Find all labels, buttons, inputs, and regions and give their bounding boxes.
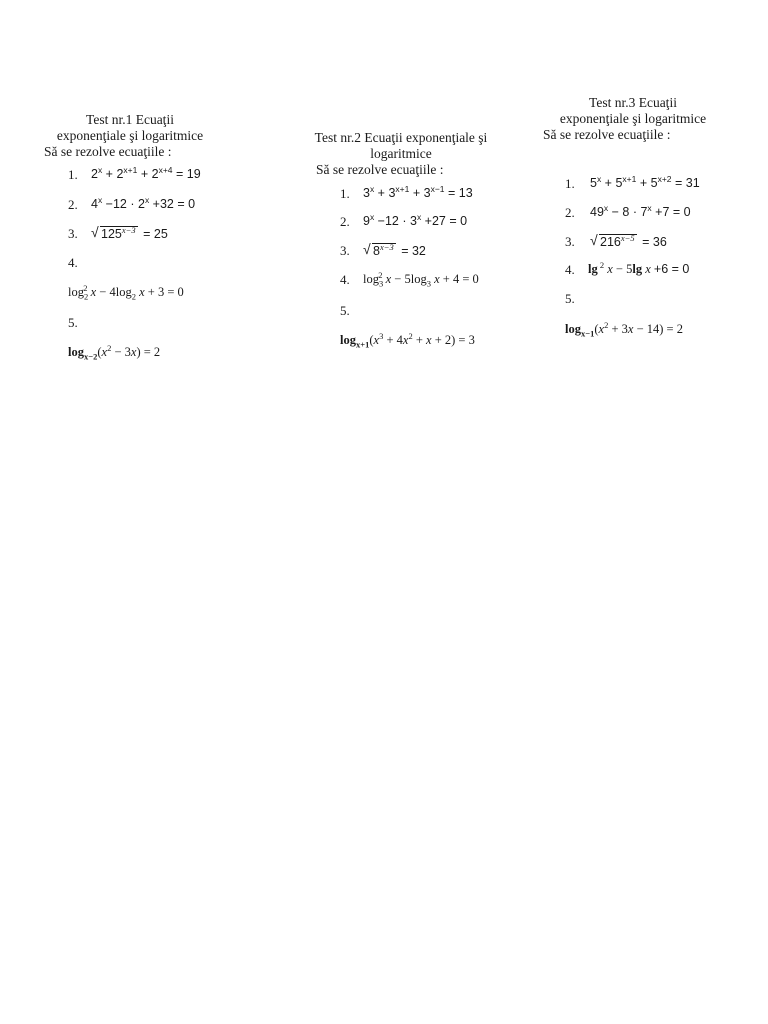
- equation: lg $^2$ x − 5lg x +6 = 0: [588, 259, 690, 276]
- item-number: 1.: [68, 167, 78, 182]
- equation: $\log_2^2 x - 4\log_2$ x + 3 = 0: [68, 282, 184, 302]
- item-number: 5.: [340, 303, 350, 318]
- equation: $\log_{x+1}(x^3 + 4x^2 + x + 2) = 3$: [340, 330, 475, 350]
- equation: $5^x + 5^{x+1} + 5^{x+2} = 31$: [590, 173, 700, 190]
- radical: √ $125^{x-3}$: [91, 224, 136, 241]
- equation: $\log_3^2 x - 5\log_3$ x + 4 = 0: [363, 269, 479, 289]
- test-2: [298, 130, 504, 178]
- item-number: 1.: [340, 186, 350, 201]
- equation: $2^x + 2^{x+1} + 2^{x+4} = 19$: [91, 164, 201, 181]
- item-number: 5.: [68, 315, 78, 330]
- item-number: 2.: [68, 197, 78, 212]
- equation: $9^x -12 \cdot 3^x +27 = 0$: [363, 211, 468, 228]
- test-3: [540, 95, 726, 143]
- test-3-instruction: Să se rezolve ecuaţiile :: [543, 127, 671, 142]
- item-number: 5.: [565, 291, 575, 306]
- test-1-title: [40, 112, 220, 144]
- test-1-instruction: Să se rezolve ecuaţiile :: [44, 144, 172, 159]
- test-2-title-line2: logaritmice: [370, 146, 432, 161]
- item-number: 1.: [565, 176, 575, 191]
- item-number: 3.: [565, 234, 575, 249]
- test-3-title-line1: Test nr.3 Ecuaţii: [589, 95, 677, 110]
- test-2-title-line1: Test nr.2 Ecuaţii exponenţiale şi: [314, 130, 488, 145]
- radical: √ $8^{x-3}$: [363, 241, 394, 258]
- equation: $3^x + 3^{x+1} + 3^{x-1} = 13$: [363, 183, 473, 200]
- test-2-instruction: Să se rezolve ecuaţiile :: [316, 162, 444, 177]
- equation: √ $125^{x-3} = 25$: [91, 224, 168, 241]
- test-1-title-line2: exponenţiale şi logaritmice: [56, 128, 204, 143]
- equation: √ $216^{x-5} = 36$: [590, 232, 667, 249]
- item-number: 3.: [68, 226, 78, 241]
- equation: $\log_{x-1}(x^2 + 3x - 14) = 2$: [565, 319, 683, 339]
- item-number: 2.: [565, 205, 575, 220]
- test-1-title-line1: Test nr.1 Ecuaţii: [86, 112, 174, 127]
- item-number: 4.: [340, 272, 350, 287]
- item-number: 4.: [565, 262, 575, 277]
- test-2-title: [298, 130, 504, 162]
- item-number: 3.: [340, 243, 350, 258]
- equation: $49^x - 8 \cdot 7^x +7 = 0$: [590, 202, 691, 219]
- item-number: 2.: [340, 214, 350, 229]
- test-3-title: [540, 95, 726, 127]
- equation: $4^x -12 \cdot 2^x +32 = 0$: [91, 194, 196, 211]
- equation: √ $8^{x-3} = 32$: [363, 241, 426, 258]
- test-1: [40, 112, 220, 160]
- radical: √ $216^{x-5}$: [590, 232, 635, 249]
- item-number: 4.: [68, 255, 78, 270]
- test-3-title-line2: exponenţiale şi logaritmice: [559, 111, 707, 126]
- equation: $\log_{x-2}(x^2 - 3x) = 2$: [68, 342, 161, 362]
